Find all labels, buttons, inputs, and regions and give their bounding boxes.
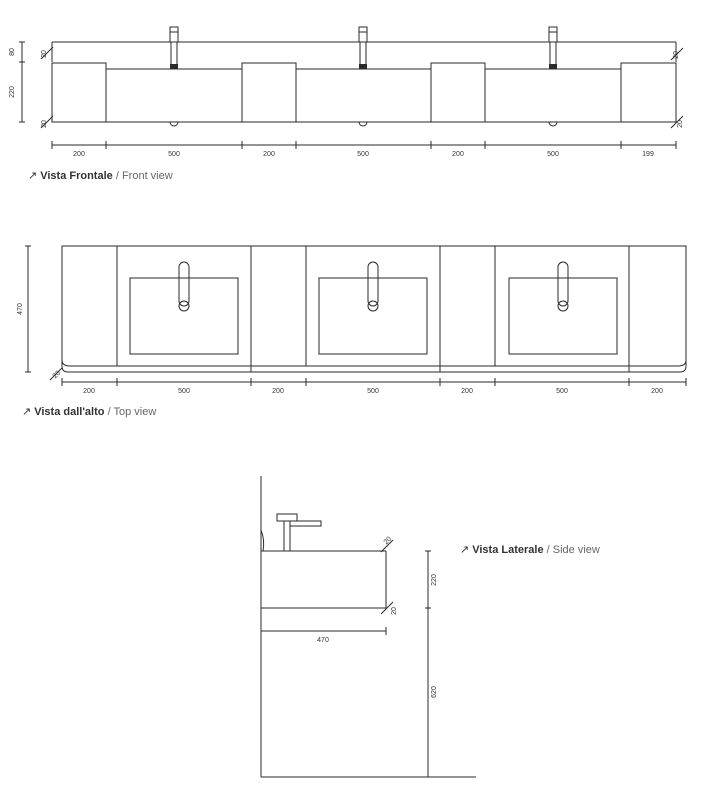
side-faucet	[277, 514, 321, 551]
arrow-up-right-icon: ↗	[28, 170, 38, 182]
top-basin-1	[130, 278, 238, 354]
front-dim-80: 80	[9, 48, 16, 56]
top-width-1: 200	[83, 388, 95, 395]
top-width-5: 200	[461, 388, 473, 395]
front-faucet-1	[170, 27, 178, 69]
front-dim-20-bottom-left: 20	[41, 120, 48, 128]
top-faucet-3	[558, 262, 568, 311]
top-view-caption: ↗ Vista dall'alto / Top view	[22, 406, 157, 418]
top-faucet-2	[368, 262, 378, 311]
side-depth: 470	[317, 637, 329, 644]
side-view-caption: ↗ Vista Laterale / Side view	[460, 544, 600, 556]
front-view-caption: ↗ Vista Frontale / Front view	[28, 170, 173, 182]
side-height-220: 220	[431, 574, 438, 586]
front-dim-20-top-right: 20	[673, 51, 680, 59]
top-width-7: 200	[651, 388, 663, 395]
top-basin-3	[509, 278, 617, 354]
top-width-6: 500	[556, 388, 568, 395]
front-width-6: 500	[547, 151, 559, 158]
side-view	[261, 476, 476, 777]
side-height-620: 620	[431, 686, 438, 698]
top-faucet-1	[179, 262, 189, 311]
front-width-2: 500	[168, 151, 180, 158]
side-bottom-thickness: 20	[391, 607, 398, 615]
front-faucet-2	[359, 27, 367, 69]
arrow-up-right-icon: ↗	[22, 406, 32, 418]
front-dim-220: 220	[9, 86, 16, 98]
front-faucet-3	[549, 27, 557, 69]
front-box-3	[431, 63, 485, 122]
top-width-4: 500	[367, 388, 379, 395]
front-box-2	[242, 63, 296, 122]
front-box-1	[52, 63, 106, 122]
side-top-thickness: 20	[382, 535, 394, 547]
top-basin-2	[319, 278, 427, 354]
arrow-up-right-icon: ↗	[460, 544, 470, 556]
top-view	[17, 246, 686, 395]
front-view	[9, 27, 684, 158]
front-width-7: 199	[642, 151, 654, 158]
front-width-4: 500	[357, 151, 369, 158]
top-depth: 470	[17, 303, 24, 315]
front-dim-20-bottom-right: 20	[677, 120, 684, 128]
top-width-2: 500	[178, 388, 190, 395]
front-width-3: 200	[263, 151, 275, 158]
front-dim-20-top-left: 20	[41, 50, 48, 58]
top-corner-20: 20	[51, 369, 63, 381]
top-width-3: 200	[272, 388, 284, 395]
front-box-4	[621, 63, 676, 122]
front-width-1: 200	[73, 151, 85, 158]
front-width-5: 200	[452, 151, 464, 158]
